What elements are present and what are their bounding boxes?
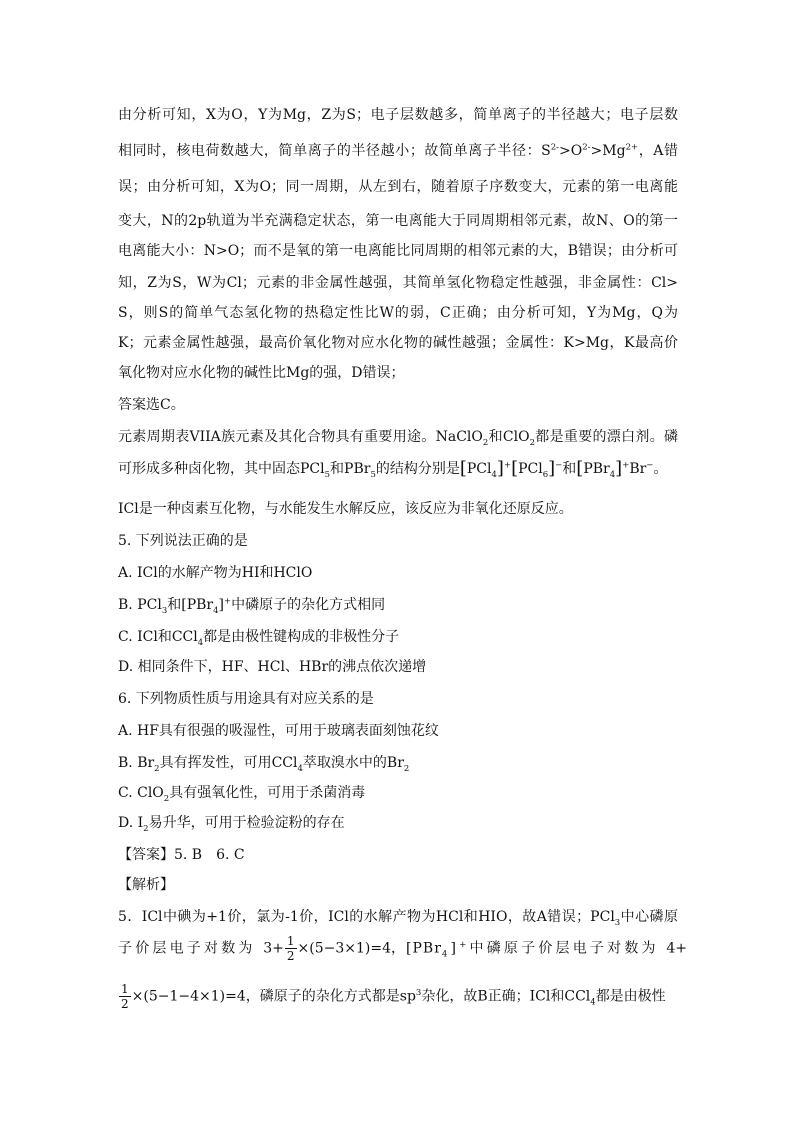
fraction-half: $\frac{1}{2}$ xyxy=(121,982,129,1011)
answer-label: 【答案】 xyxy=(118,847,174,863)
answer-text: 5. B 6. C xyxy=(174,847,245,863)
analysis-line-4: 变大，N的2p轨道为半充满稳定状态，第一电离能大于同周期相邻元素，故N、O的第一 xyxy=(118,213,678,229)
analysis-line-5: 电离能大小：N>O；而不是氧的第一电离能比同周期的相邻元素的大，B错误；由分析可 xyxy=(118,243,678,259)
analysis-line-3: 误；由分析可知，X为O；同一周期，从左到右，随着原子序数变大，元素的第一电离能 xyxy=(118,179,678,195)
explain5-line-1: 5．ICl中碘为+1价，氯为-1价，ICl的水解产物为HCl和HIO，故A错误；PCl$_3$中心磷原 xyxy=(118,909,678,928)
q6-option-a: A. HF具有很强的吸湿性，可用于玻璃表面刻蚀花纹 xyxy=(118,723,439,739)
q6-stem: 6. 下列物质性质与用途具有对应关系的是 xyxy=(118,691,374,707)
analysis-line-6: 知，Z为S，W为Cl；元素的非金属性越强，其简单氢化物稳定性越强，非金属性：Cl> xyxy=(118,275,678,291)
q5-option-b: B. PCl$_3$和[PBr$_4$]+中磷原子的杂化方式相同 xyxy=(118,596,386,616)
analysis-line-8: K；元素金属性越强，最高价氧化物对应水化物的碱性越强；金属性：K>Mg，K最高价 xyxy=(118,335,678,351)
analysis-line-1: 由分析可知，X为O，Y为Mg，Z为S；电子层数越多，简单离子的半径越大；电子层数 xyxy=(118,107,678,123)
answer-line xyxy=(118,844,245,864)
q5-option-d: D. 相同条件下，HF、HCl、HBr的沸点依次递增 xyxy=(118,659,427,675)
q6-option-d: D. $I_2$易升华，可用于检验淀粉的存在 xyxy=(118,815,345,834)
intro-line-2: 可形成多种卤化物，其中固态PCl$_5$和PBr$_5$的结构分别是[PCl$_4$]+[PCl$_6$]−和[PBr$_4$]+Br−。 xyxy=(118,458,668,480)
intro-line-1: 元素周期表VIIA族元素及其化合物具有重要用途。NaClO$_2$和ClO$_2$都是重要的漂白剂。磷 xyxy=(118,429,679,448)
explain5-line-2: 子价层电子对数为 3+ $\frac{1}{2}$ ×(5−3×1)=4，[PBr$_4$]+中磷原子价层电子对数为 4+ xyxy=(118,934,688,963)
analysis-line-7: S，则S的简单气态氢化物的热稳定性比W的弱，C正确；由分析可知，Y为Mg，Q为 xyxy=(118,305,678,321)
q5-option-c: C. ICl和CCl$_4$都是由极性键构成的非极性分子 xyxy=(118,629,400,648)
q6-option-c: C. ClO$_2$具有强氧化性，可用于杀菌消毒 xyxy=(118,785,366,804)
fraction-half: $\frac{1}{2}$ xyxy=(286,934,295,963)
q5-stem: 5. 下列说法正确的是 xyxy=(118,533,248,549)
analysis-answer-line: 答案选C。 xyxy=(118,397,185,413)
intro-line-3: ICl是一种卤素互化物，与水能发生水解反应，该反应为非氧化还原反应。 xyxy=(118,501,573,517)
q6-option-b: B. $Br_2$具有挥发性，可用CCl$_4$萃取溴水中的$Br_2$ xyxy=(118,755,410,774)
q5-option-a: A. ICl的水解产物为HI和HClO xyxy=(118,565,313,581)
explain5-line-3: $\frac{1}{2}$ ×(5−1−4×1)=4，磷原子的杂化方式都是$sp^3$杂化，故B正确；ICl和CCl$_4$都是由极性 xyxy=(121,982,666,1011)
jiexi-label: 【解析】 xyxy=(118,877,174,893)
analysis-line-9: 氧化物对应水化物的碱性比Mg的强，D错误； xyxy=(118,365,405,381)
analysis-line-2: 相同时，核电荷数越大，简单离子的半径越小；故简单离子半径：$S^{2-}>O^{2-}>Mg^{2+}$，A错 xyxy=(118,142,678,159)
